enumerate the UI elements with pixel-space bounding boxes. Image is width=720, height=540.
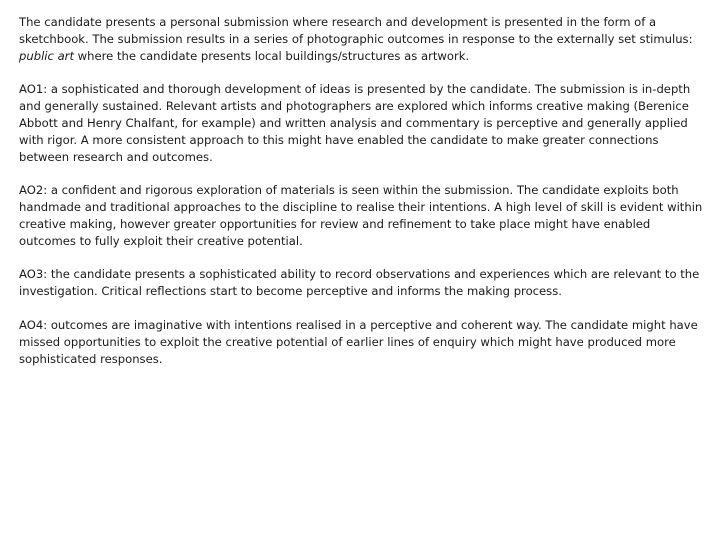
document-body — [19, 14, 703, 384]
intro-text-start: The candidate presents a personal submission where research and development is presented in the form of a sketchbook. The submission results in a series of photographic outcomes in response to the externally set stimulus: — [19, 15, 693, 46]
intro-text-end: where the candidate presents local buildings/structures as artwork. — [74, 48, 470, 63]
ao4-paragraph: AO4: outcomes are imaginative with intentions realised in a perceptive and coherent way. The candidate might have missed opportunities to exploit the creative potential of earlier lines of enquiry which might have produced more sophisticated responses. — [19, 317, 698, 366]
ao2-paragraph: AO2: a confident and rigorous exploration of materials is seen within the submission. The candidate exploits both handmade and traditional approaches to the discipline to realise their intentions. A high level of skill is evident within creative making, however greater opportunities for review and refinement to take place might have enabled outcomes to fully exploit their creative potential. — [19, 183, 703, 248]
intro-paragraph — [19, 14, 703, 65]
ao1-paragraph: AO1: a sophisticated and thorough development of ideas is presented by the candidate. The submission is in-depth and generally sustained. Relevant artists and photographers are explored which informs creative making (Berenice Abbott and Henry Chalfant, for example) and written analysis and commentary is perceptive and generally applied with rigor. A more consistent approach to this might have enabled the candidate to make greater connections between research and outcomes. — [19, 82, 691, 164]
ao3-paragraph: AO3: the candidate presents a sophisticated ability to record observations and experiences which are relevant to the investigation. Critical reflections start to become perceptive and informs the making process. — [19, 267, 700, 299]
stimulus-emphasis: public art — [19, 48, 74, 63]
